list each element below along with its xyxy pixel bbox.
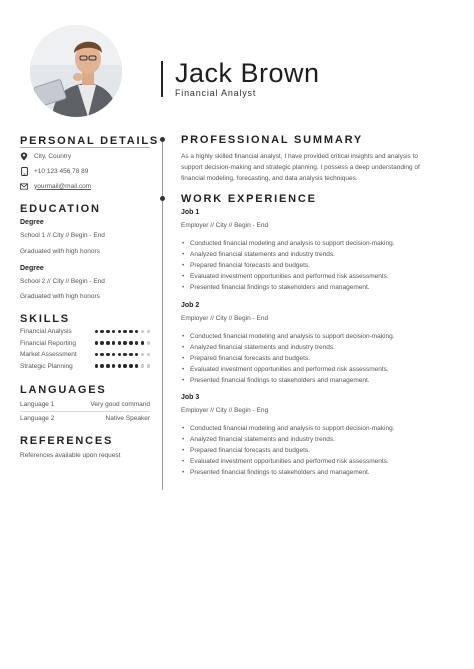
- skill-dot-empty: [147, 364, 150, 367]
- education-degree: Degree: [20, 265, 44, 272]
- skill-dot-filled: [129, 353, 132, 356]
- education-note: Graduated with high honors: [20, 293, 100, 300]
- location-text: City, Country: [34, 152, 72, 160]
- contact-email[interactable]: [20, 182, 91, 190]
- phone-icon: [20, 167, 28, 175]
- skill-dot-filled: [123, 341, 126, 344]
- skill-dot-filled: [95, 364, 98, 367]
- skill-dot-filled: [100, 341, 103, 344]
- job-bullet: • Evaluated investment opportunities and performed risk assessments.: [182, 364, 395, 375]
- summary-text: [181, 151, 436, 184]
- skill-dot-filled: [123, 353, 126, 356]
- job-bullet: • Prepared financial forecasts and budgets.: [182, 353, 395, 364]
- language-level: Very good command: [90, 401, 150, 408]
- skill-dot-filled: [129, 364, 132, 367]
- skill-dot-filled: [106, 364, 109, 367]
- skill-dot-filled: [118, 364, 121, 367]
- skill-dot-filled: [112, 353, 115, 356]
- email-link[interactable]: yourmail@mail.com: [34, 182, 92, 190]
- language-row: [20, 401, 150, 408]
- skill-dot-filled: [95, 353, 98, 356]
- skill-dot-filled: [129, 341, 132, 344]
- job-bullet: • Presented financial findings to stakeholders and management.: [182, 467, 395, 478]
- skill-dot-filled: [118, 341, 121, 344]
- skill-dot-empty: [147, 341, 150, 344]
- skill-dot-filled: [112, 330, 115, 333]
- profile-photo: [30, 25, 122, 117]
- skill-dot-filled: [95, 330, 98, 333]
- skill-dot-filled: [123, 364, 126, 367]
- language-level: Native Speaker: [105, 415, 150, 422]
- job-employer: Employer // City // Begin - End: [181, 315, 269, 322]
- job-bullet: • Evaluated investment opportunities and performed risk assessments.: [182, 271, 395, 282]
- skill-dot-filled: [95, 341, 98, 344]
- skill-dot-filled: [123, 330, 126, 333]
- skill-level-dots: [95, 353, 150, 356]
- header-accent-line: [161, 61, 163, 97]
- skill-dot-filled: [135, 341, 138, 344]
- job-employer: Employer // City // Begin - End: [181, 222, 269, 229]
- skill-dot-filled: [141, 341, 144, 344]
- job-bullets: [182, 331, 395, 386]
- job-bullet: • Conducted financial modeling and analysis to support decision-making.: [182, 331, 395, 342]
- skill-name: Financial Reporting: [20, 339, 77, 347]
- skill-level-dots: [95, 330, 150, 333]
- skill-row: [20, 363, 150, 370]
- job-bullet: • Analyzed financial statements and industry trends.: [182, 249, 395, 260]
- skill-dot-empty: [141, 330, 144, 333]
- envelope-icon: [20, 182, 28, 190]
- timeline-dot-experience: [160, 196, 165, 201]
- language-name: Language 1: [20, 401, 55, 408]
- job-bullet: • Presented financial findings to stakeholders and management.: [182, 375, 395, 386]
- skill-dot-filled: [100, 330, 103, 333]
- skill-row: [20, 328, 150, 335]
- language-row: [20, 415, 150, 422]
- timeline-dot-summary: [160, 137, 165, 142]
- education-school: School 1 // City // Begin - End: [20, 232, 105, 239]
- summary-line: financial modeling, forecasting, and data analysis techniques.: [181, 175, 358, 182]
- job-bullets: [182, 238, 395, 293]
- job-bullet: • Prepared financial forecasts and budgets.: [182, 445, 395, 456]
- skill-dot-filled: [129, 330, 132, 333]
- experience-heading: WORK EXPERIENCE: [181, 193, 317, 205]
- skill-name: Financial Analysis: [20, 328, 72, 335]
- skill-name: Strategic Planning: [20, 362, 73, 370]
- skill-dot-filled: [135, 330, 138, 333]
- job-title: Job 3: [181, 394, 200, 401]
- references-heading: REFERENCES: [20, 435, 114, 447]
- job-title: Job 2: [181, 302, 200, 309]
- skill-dot-empty: [147, 330, 150, 333]
- personal-details-heading: PERSONAL DETAILS: [20, 135, 160, 147]
- skill-dot-filled: [135, 364, 138, 367]
- skill-level-dots: [95, 364, 150, 367]
- divider: [20, 411, 150, 412]
- skill-row: [20, 351, 150, 358]
- candidate-title: Financial Analyst: [175, 88, 257, 98]
- skill-dot-filled: [100, 353, 103, 356]
- skill-dot-filled: [118, 353, 121, 356]
- job-employer: Employer // City // Begin - Eng: [181, 407, 269, 414]
- contact-location: [20, 152, 71, 160]
- skills-heading: SKILLS: [20, 313, 70, 325]
- timeline-line: [162, 140, 163, 490]
- skill-row: [20, 340, 150, 347]
- phone-text: +10 123 456 78 89: [34, 167, 89, 175]
- job-bullet: • Conducted financial modeling and analysis to support decision-making.: [182, 423, 395, 434]
- skill-dot-filled: [112, 364, 115, 367]
- skill-dot-empty: [147, 353, 150, 356]
- job-bullet: • Analyzed financial statements and industry trends.: [182, 342, 395, 353]
- references-text: References available upon request: [20, 452, 121, 459]
- skill-dot-filled: [106, 330, 109, 333]
- job-bullets: [182, 423, 395, 478]
- summary-line: support decision-making and strategic planning. I possess a deep understanding of: [181, 164, 420, 171]
- job-bullet: • Presented financial findings to stakeholders and management.: [182, 282, 395, 293]
- candidate-name: Jack Brown: [175, 58, 320, 88]
- divider: [20, 147, 150, 148]
- skill-dot-filled: [118, 330, 121, 333]
- job-bullet: • Analyzed financial statements and industry trends.: [182, 434, 395, 445]
- summary-line: As a highly skilled financial analyst, I have provided critical insights and analysis to: [181, 153, 419, 160]
- skill-dot-filled: [100, 364, 103, 367]
- job-title: Job 1: [181, 209, 200, 216]
- skill-name: Market Assessment: [20, 351, 77, 358]
- education-school: School 2 // City // Begin - End: [20, 278, 105, 285]
- job-bullet: • Conducted financial modeling and analysis to support decision-making.: [182, 238, 395, 249]
- skill-dot-filled: [106, 353, 109, 356]
- summary-heading: PROFESSIONAL SUMMARY: [181, 134, 364, 146]
- education-heading: EDUCATION: [20, 203, 101, 215]
- skill-dot-empty: [141, 353, 144, 356]
- education-degree: Degree: [20, 219, 44, 226]
- location-pin-icon: [20, 152, 28, 160]
- job-bullet: • Prepared financial forecasts and budgets.: [182, 260, 395, 271]
- languages-heading: LANGUAGES: [20, 384, 107, 396]
- job-bullet: • Evaluated investment opportunities and performed risk assessments.: [182, 456, 395, 467]
- skill-level-dots: [95, 341, 150, 344]
- skill-dot-filled: [135, 353, 138, 356]
- skill-dot-filled: [112, 341, 115, 344]
- skill-dot-filled: [106, 341, 109, 344]
- skill-dot-empty: [141, 364, 144, 367]
- education-note: Graduated with high honors: [20, 248, 100, 255]
- language-name: Language 2: [20, 415, 55, 422]
- contact-phone: [20, 167, 88, 175]
- skills-list: [20, 328, 150, 370]
